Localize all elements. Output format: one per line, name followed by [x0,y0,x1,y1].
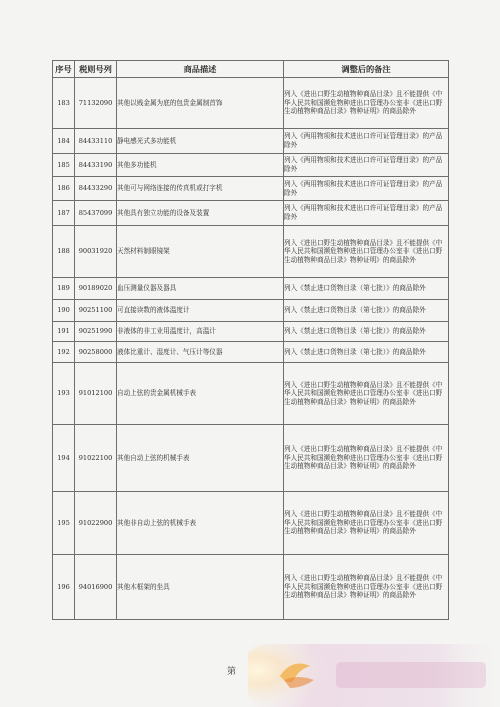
row-code: 71132090 [75,78,117,129]
row-desc: 非液体的非工业用温度计，高温计 [117,322,284,342]
row-note: 列入《两用物项和技术进出口许可证管理目录》的产品除外 [284,129,449,154]
table-row [53,300,449,322]
row-seq: 192 [53,342,75,363]
row-seq: 187 [53,201,75,226]
row-code: 90251100 [75,300,117,322]
row-seq: 184 [53,129,75,154]
table-row [53,322,449,342]
row-note: 列入《进出口野生动植物种商品目录》且不能提供《中华人民共和国濒危物种进出口管理办公室非《进出口野生动植物种商品目录》物种证明》的商品除外 [284,555,449,620]
row-desc: 其他可与网络连接的传真机或打字机 [117,177,284,201]
row-code: 84433190 [75,154,117,177]
row-note: 列入《两用物项和技术进出口许可证管理目录》的产品除外 [284,154,449,177]
row-note: 列入《两用物项和技术进出口许可证管理目录》的产品除外 [284,177,449,201]
row-note: 列入《禁止进口货物目录（第七批）》的商品除外 [284,278,449,300]
row-seq: 186 [53,177,75,201]
page-footer: 第 [227,667,237,677]
header-desc: 商品描述 [117,61,284,78]
row-desc: 血压测量仪器及器具 [117,278,284,300]
table-header-row [53,61,449,78]
row-seq: 195 [53,492,75,555]
row-desc: 其他以贱金属为底的包贵金属制首饰 [117,78,284,129]
row-note: 列入《禁止进口货物目录（第七批）》的商品除外 [284,300,449,322]
row-desc: 天然材料制眼镜架 [117,226,284,278]
row-code: 91012100 [75,363,117,425]
row-desc: 可直接读数的液体温度计 [117,300,284,322]
row-seq: 194 [53,425,75,492]
row-seq: 193 [53,363,75,425]
table-row [53,342,449,363]
row-seq: 189 [53,278,75,300]
row-desc: 其他木框架的坐具 [117,555,284,620]
row-code: 94016900 [75,555,117,620]
row-code: 91022100 [75,425,117,492]
row-note: 列入《两用物项和技术进出口许可证管理目录》的产品除外 [284,201,449,226]
row-code: 84433290 [75,177,117,201]
row-seq: 183 [53,78,75,129]
row-code: 84433110 [75,129,117,154]
table-row [53,78,449,129]
row-note: 列入《进出口野生动植物种商品目录》且不能提供《中华人民共和国濒危物种进出口管理办公室非《进出口野生动植物种商品目录》物种证明》的商品除外 [284,425,449,492]
row-desc: 其他具有独立功能的设备及装置 [117,201,284,226]
table-row [53,129,449,154]
row-code: 90251990 [75,322,117,342]
row-desc: 其他多功能机 [117,154,284,177]
row-note: 列入《进出口野生动植物种商品目录》且不能提供《中华人民共和国濒危物种进出口管理办公室非《进出口野生动植物种商品目录》物种证明》的商品除外 [284,492,449,555]
row-code: 90258000 [75,342,117,363]
table-row [53,177,449,201]
row-code: 91022900 [75,492,117,555]
header-note: 调整后的备注 [284,61,449,78]
site-watermark-logo [248,644,500,707]
row-code: 85437099 [75,201,117,226]
tariff-adjustment-table [52,60,449,620]
row-desc: 其他自动上弦的机械手表 [117,425,284,492]
row-desc: 其他非自动上弦的机械手表 [117,492,284,555]
header-seq: 序号 [53,61,75,78]
row-code: 90031920 [75,226,117,278]
table-row [53,201,449,226]
table-row [53,363,449,425]
table-row [53,492,449,555]
row-note: 列入《禁止进口货物目录（第七批）》的商品除外 [284,322,449,342]
row-note: 列入《进出口野生动植物种商品目录》且不能提供《中华人民共和国濒危物种进出口管理办公室非《进出口野生动植物种商品目录》物种证明》的商品除外 [284,226,449,278]
table-row [53,154,449,177]
row-note: 列入《进出口野生动植物种商品目录》且不能提供《中华人民共和国濒危物种进出口管理办公室非《进出口野生动植物种商品目录》物种证明》的商品除外 [284,78,449,129]
table-row [53,226,449,278]
table-row [53,425,449,492]
row-note: 列入《禁止进口货物目录（第七批）》的商品除外 [284,342,449,363]
row-seq: 196 [53,555,75,620]
row-desc: 液体比重计、湿度计、气压计等仪器 [117,342,284,363]
header-code: 税则号列 [75,61,117,78]
row-desc: 静电感光式多功能机 [117,129,284,154]
row-seq: 191 [53,322,75,342]
row-desc: 自动上弦的贵金属机械手表 [117,363,284,425]
table-row [53,555,449,620]
row-code: 90189020 [75,278,117,300]
table-row [53,278,449,300]
row-seq: 185 [53,154,75,177]
row-seq: 188 [53,226,75,278]
row-seq: 190 [53,300,75,322]
row-note: 列入《进出口野生动植物种商品目录》且不能提供《中华人民共和国濒危物种进出口管理办公室非《进出口野生动植物种商品目录》物种证明》的商品除外 [284,363,449,425]
